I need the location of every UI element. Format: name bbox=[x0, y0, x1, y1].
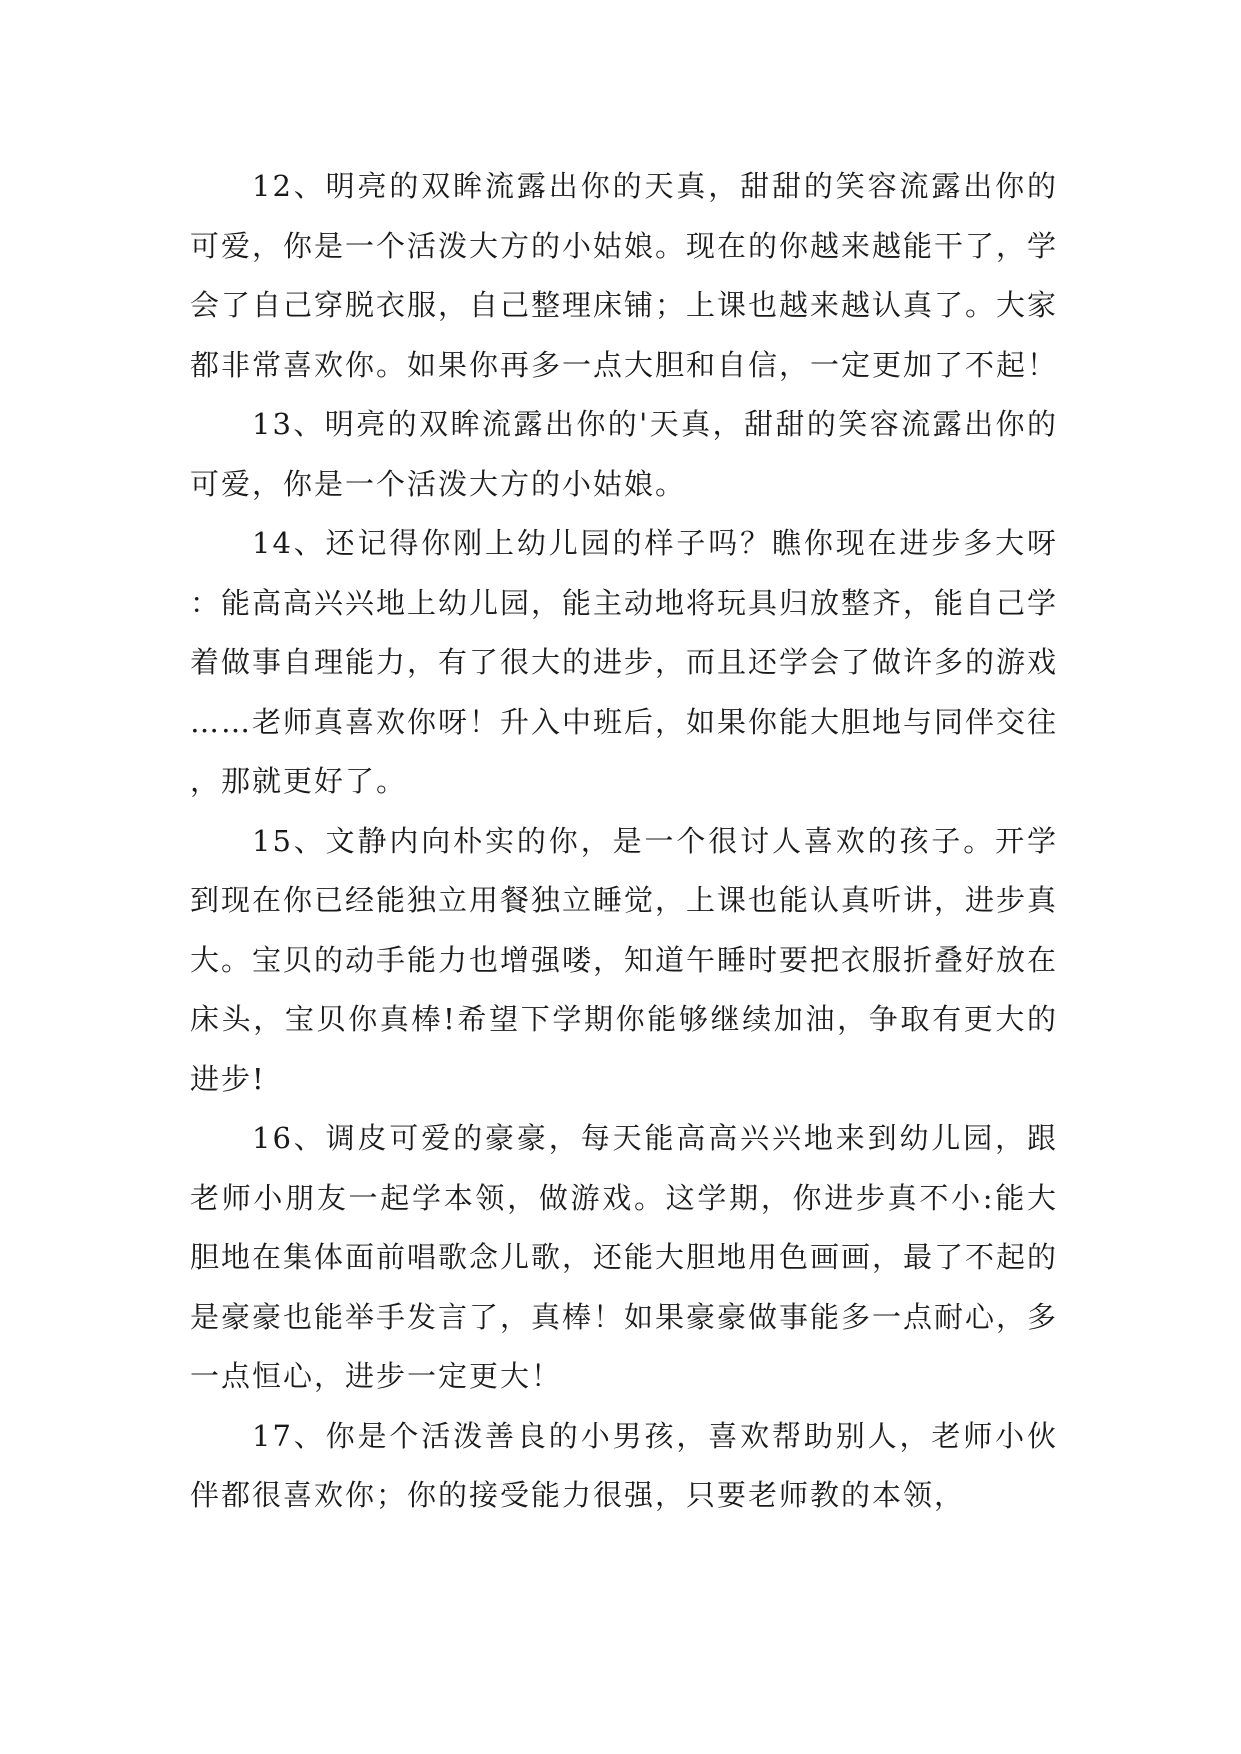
comment-paragraph-17: 17、你是个活泼善良的小男孩，喜欢帮助别人，老师小伙伴都很喜欢你；你的接受能力很强，只要老师教的本领， bbox=[190, 1418, 1058, 1512]
document-body bbox=[190, 157, 1058, 1526]
comment-paragraph-12: 12、明亮的双眸流露出你的天真，甜甜的笑容流露出你的可爱，你是一个活泼大方的小姑娘。现在的你越来越能干了，学会了自己穿脱衣服，自己整理床铺；上课也越来越认真了。大家都非常喜欢你。如果你再多一点大胆和自信，一定更加了不起！ bbox=[190, 169, 1059, 382]
comment-paragraph-13: 13、明亮的双眸流露出你的'天真，甜甜的笑容流露出你的可爱，你是一个活泼大方的小姑娘。 bbox=[190, 407, 1058, 501]
comment-paragraph-14: 14、还记得你刚上幼儿园的样子吗？瞧你现在进步多大呀：能高高兴兴地上幼儿园，能主动地将玩具归放整齐，能自己学着做事自理能力，有了很大的进步，而且还学会了做许多的游戏……老师真喜欢你呀！升入中班后，如果你能大胆地与同伴交往，那就更好了。 bbox=[190, 526, 1059, 798]
comment-paragraph-16: 16、调皮可爱的豪豪，每天能高高兴兴地来到幼儿园，跟老师小朋友一起学本领，做游戏。这学期，你进步真不小:能大胆地在集体面前唱歌念儿歌，还能大胆地用色画画，最了不起的是豪豪也能举手发言了，真棒！如果豪豪做事能多一点耐心，多一点恒心，进步一定更大！ bbox=[190, 1121, 1059, 1393]
comment-paragraph-15: 15、文静内向朴实的你，是一个很讨人喜欢的孩子。开学到现在你已经能独立用餐独立睡觉，上课也能认真听讲，进步真大。宝贝的动手能力也增强喽，知道午睡时要把衣服折叠好放在床头，宝贝你真棒!希望下学期你能够继续加油，争取有更大的进步! bbox=[190, 823, 1059, 1096]
